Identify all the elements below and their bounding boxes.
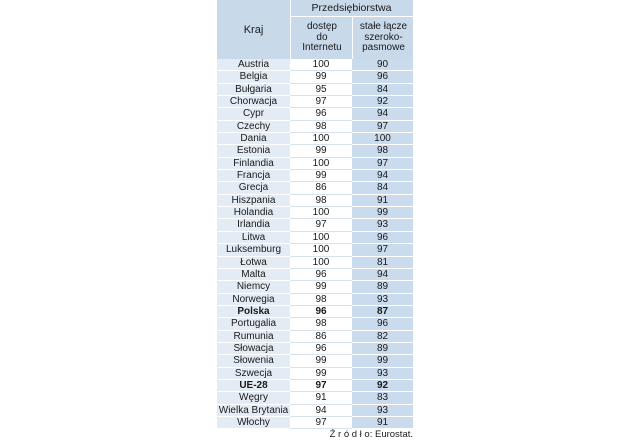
table-row: [217, 108, 413, 120]
broadband-cell: 91: [352, 417, 413, 429]
country-cell: Austria: [217, 59, 290, 71]
table-row: [217, 257, 413, 269]
internet-access-cell: 99: [290, 355, 352, 367]
broadband-cell: 81: [352, 257, 413, 269]
table-body: [217, 59, 413, 429]
internet-access-cell: 98: [290, 195, 352, 207]
country-cell: Litwa: [217, 232, 290, 244]
country-cell: Cypr: [217, 108, 290, 120]
table-row: [217, 219, 413, 231]
internet-access-cell: 100: [290, 232, 352, 244]
broadband-cell: 94: [352, 269, 413, 281]
table-row: [217, 392, 413, 404]
country-cell: Malta: [217, 269, 290, 281]
country-cell: Irlandia: [217, 219, 290, 231]
broadband-cell: 82: [352, 331, 413, 343]
table-row: [217, 145, 413, 157]
broadband-cell: 90: [352, 59, 413, 71]
internet-access-cell: 99: [290, 145, 352, 157]
internet-access-cell: 98: [290, 121, 352, 133]
internet-access-cell: 94: [290, 405, 352, 417]
table-row: [217, 331, 413, 343]
country-cell: Słowacja: [217, 343, 290, 355]
table-row: [217, 318, 413, 330]
country-cell: Szwecja: [217, 368, 290, 380]
table-header: [217, 0, 413, 59]
table-row: [217, 96, 413, 108]
table-row: [217, 195, 413, 207]
broadband-cell: 87: [352, 306, 413, 318]
internet-access-cell: 95: [290, 84, 352, 96]
country-cell: Słowenia: [217, 355, 290, 367]
broadband-cell: 96: [352, 71, 413, 83]
header-internet-access: dostęp do Internetu: [290, 17, 353, 59]
country-cell: Niemcy: [217, 281, 290, 293]
table-row: [217, 133, 413, 145]
internet-access-cell: 99: [290, 368, 352, 380]
internet-access-cell: 97: [290, 417, 352, 429]
table-row: [217, 405, 413, 417]
header-enterprises: Przedsiębiorstwa: [290, 0, 413, 17]
table-row: [217, 269, 413, 281]
table-row: [217, 380, 413, 392]
table-row: [217, 170, 413, 182]
header-country: Kraj: [243, 23, 264, 36]
country-cell: Belgia: [217, 71, 290, 83]
country-cell: Łotwa: [217, 257, 290, 269]
internet-access-cell: 98: [290, 294, 352, 306]
country-cell: Włochy: [217, 417, 290, 429]
broadband-cell: 83: [352, 392, 413, 404]
source-note: Ź r ó d ł o: Eurostat.: [329, 429, 413, 440]
data-table: [217, 0, 413, 440]
internet-access-cell: 86: [290, 182, 352, 194]
table-row: [217, 182, 413, 194]
internet-access-cell: 97: [290, 380, 352, 392]
broadband-cell: 98: [352, 145, 413, 157]
table-row: [217, 84, 413, 96]
broadband-cell: 93: [352, 219, 413, 231]
internet-access-cell: 99: [290, 71, 352, 83]
table-row: [217, 207, 413, 219]
broadband-cell: 92: [352, 380, 413, 392]
broadband-cell: 97: [352, 244, 413, 256]
broadband-cell: 94: [352, 108, 413, 120]
internet-access-cell: 96: [290, 269, 352, 281]
country-cell: Rumunia: [217, 331, 290, 343]
country-cell: Estonia: [217, 145, 290, 157]
internet-access-cell: 100: [290, 133, 352, 145]
broadband-cell: 94: [352, 170, 413, 182]
broadband-cell: 84: [352, 84, 413, 96]
country-cell: Luksemburg: [217, 244, 290, 256]
internet-access-cell: 96: [290, 343, 352, 355]
broadband-cell: 96: [352, 318, 413, 330]
country-cell: Francja: [217, 170, 290, 182]
internet-access-cell: 99: [290, 170, 352, 182]
broadband-cell: 100: [352, 133, 413, 145]
internet-access-cell: 100: [290, 244, 352, 256]
table-row: [217, 121, 413, 133]
table-row: [217, 59, 413, 71]
table-row: [217, 343, 413, 355]
broadband-cell: 93: [352, 294, 413, 306]
internet-access-cell: 100: [290, 158, 352, 170]
broadband-cell: 89: [352, 343, 413, 355]
country-cell: Finlandia: [217, 158, 290, 170]
broadband-cell: 89: [352, 281, 413, 293]
internet-access-cell: 91: [290, 392, 352, 404]
table-row: [217, 158, 413, 170]
country-cell: Polska: [217, 306, 290, 318]
country-cell: Dania: [217, 133, 290, 145]
internet-access-cell: 96: [290, 108, 352, 120]
internet-access-cell: 97: [290, 96, 352, 108]
internet-access-cell: 100: [290, 257, 352, 269]
broadband-cell: 91: [352, 195, 413, 207]
header-broadband: stałe łącze szeroko- pasmowe: [352, 17, 414, 59]
internet-access-cell: 99: [290, 281, 352, 293]
internet-access-cell: 86: [290, 331, 352, 343]
internet-access-cell: 96: [290, 306, 352, 318]
broadband-cell: 97: [352, 121, 413, 133]
country-cell: Czechy: [217, 121, 290, 133]
broadband-cell: 93: [352, 405, 413, 417]
table-row: [217, 294, 413, 306]
country-cell: Grecja: [217, 182, 290, 194]
broadband-cell: 92: [352, 96, 413, 108]
table-row: [217, 306, 413, 318]
country-cell: Wielka Brytania: [218, 404, 289, 416]
table-row: [217, 368, 413, 380]
country-cell: Norwegia: [217, 294, 290, 306]
table-row: [217, 281, 413, 293]
internet-access-cell: 100: [290, 59, 352, 71]
internet-access-cell: 98: [290, 318, 352, 330]
table-row: [217, 417, 413, 429]
internet-access-cell: 100: [290, 207, 352, 219]
country-cell: Węgry: [217, 392, 290, 404]
country-cell: UE-28: [217, 380, 290, 392]
country-cell: Chorwacja: [217, 96, 290, 108]
broadband-cell: 99: [352, 355, 413, 367]
table-row: [217, 71, 413, 83]
table-row: [217, 232, 413, 244]
country-cell: Portugalia: [217, 318, 290, 330]
broadband-cell: 96: [352, 232, 413, 244]
broadband-cell: 97: [352, 158, 413, 170]
internet-access-cell: 97: [290, 219, 352, 231]
broadband-cell: 93: [352, 368, 413, 380]
broadband-cell: 99: [352, 207, 413, 219]
table-row: [217, 244, 413, 256]
table-row: [217, 355, 413, 367]
country-cell: Bułgaria: [217, 84, 290, 96]
country-cell: Hiszpania: [217, 195, 290, 207]
country-cell: Holandia: [217, 207, 290, 219]
broadband-cell: 84: [352, 182, 413, 194]
